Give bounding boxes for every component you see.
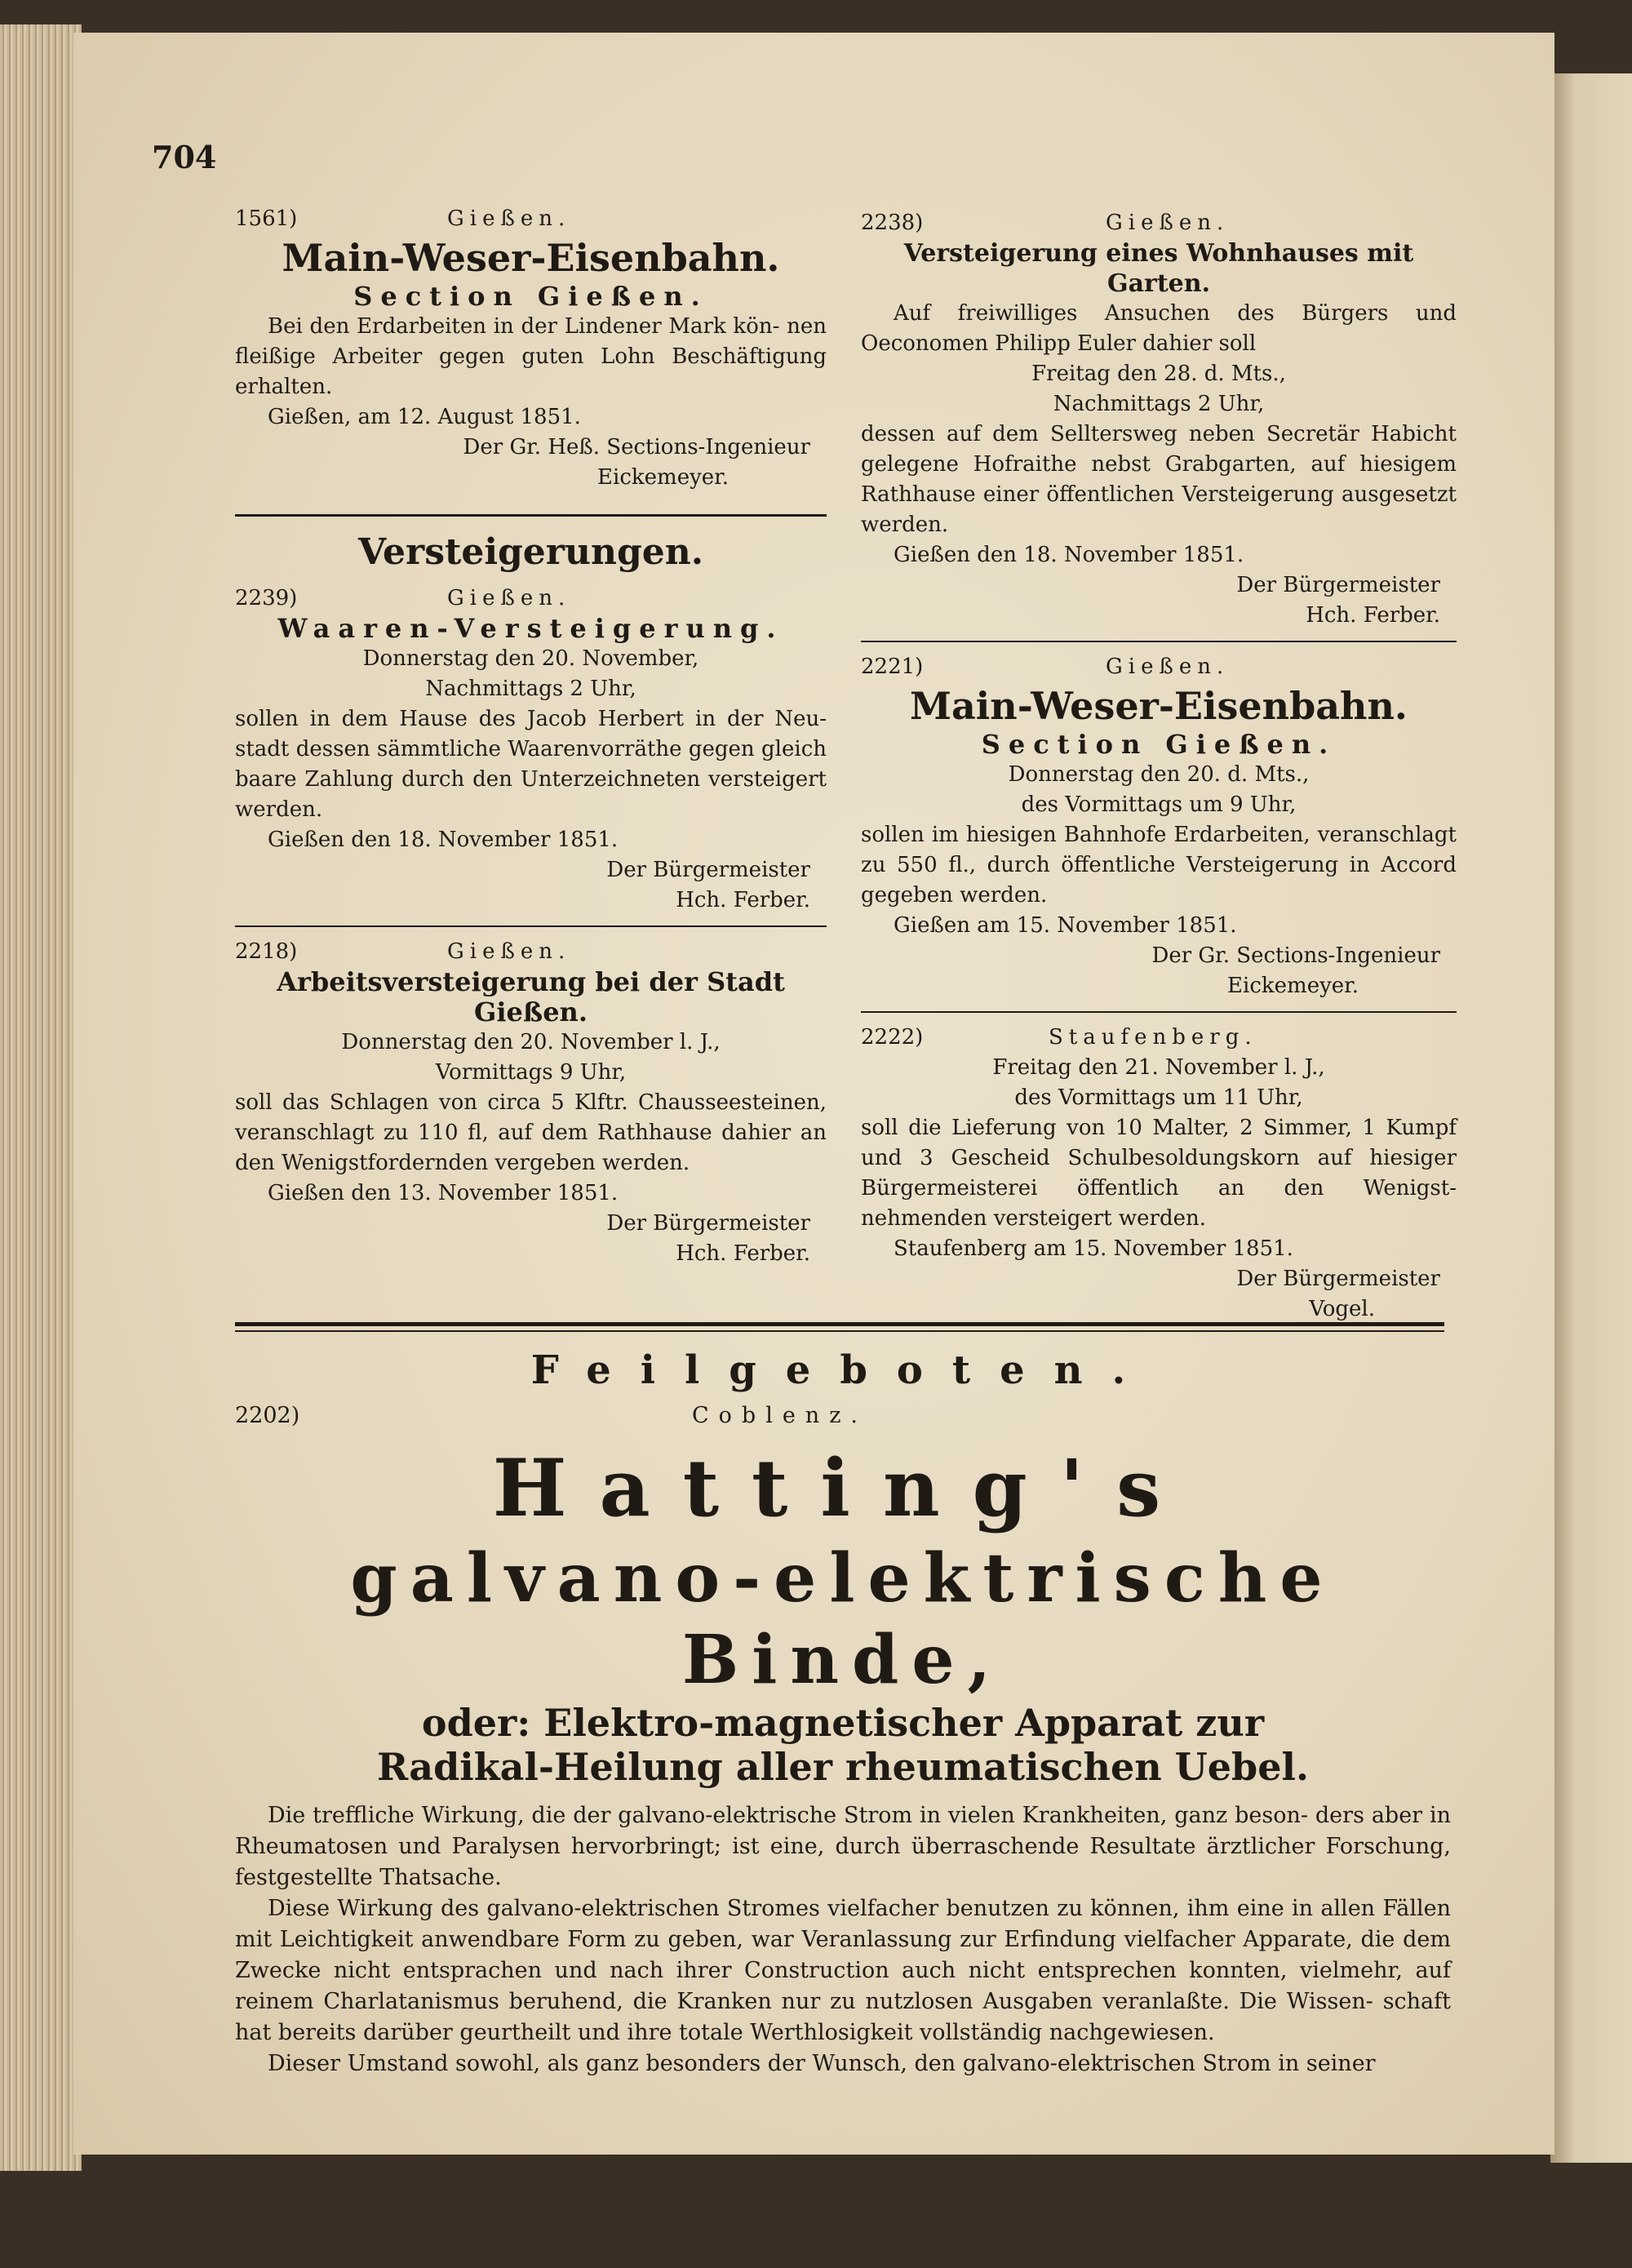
ad-date: Gießen am 15. November 1851. bbox=[894, 913, 1237, 938]
ad-date-line: Donnerstag den 20. November, bbox=[362, 646, 699, 671]
left-column bbox=[235, 204, 827, 1269]
facing-page-edge bbox=[1550, 73, 1632, 2163]
ad-time-line: Vormittags 9 Uhr, bbox=[435, 1060, 627, 1085]
ad-date: Gießen den 13. November 1851. bbox=[268, 1181, 619, 1205]
ad-time-line: Nachmittags 2 Uhr, bbox=[425, 677, 636, 701]
ad-number: 2222) bbox=[861, 1025, 924, 1050]
ad-signature-title: Der Bürgermeister bbox=[1236, 573, 1440, 597]
ad-time-line: des Vormittags um 11 Uhr, bbox=[1014, 1085, 1303, 1110]
ad-signature-title: Der Bürgermeister bbox=[606, 858, 810, 882]
ad-date: Gießen den 18. November 1851. bbox=[268, 828, 619, 852]
ad-time-line: Nachmittags 2 Uhr, bbox=[1053, 392, 1265, 416]
ad-signature-name: Hch. Ferber. bbox=[676, 888, 810, 912]
divider bbox=[235, 925, 827, 927]
ad-date: Gießen, am 12. August 1851. bbox=[268, 405, 581, 429]
full-width-divider-thin bbox=[235, 1330, 1444, 1332]
ad-headline: Hatting's bbox=[492, 1442, 1194, 1534]
ad-title: Main-Weser-Eisenbahn. bbox=[282, 236, 780, 280]
ad-signature-name: Eickemeyer. bbox=[1227, 974, 1359, 998]
ad-number: 2221) bbox=[861, 655, 924, 679]
ad-signature-name: Hch. Ferber. bbox=[1306, 603, 1440, 628]
ad-signature-title: Der Bürgermeister bbox=[1236, 1267, 1440, 1291]
ad-title: Waaren-Versteigerung. bbox=[277, 613, 784, 644]
ad-1561 bbox=[235, 204, 827, 493]
ad-place: Gießen. bbox=[447, 206, 571, 231]
ad-intro: Auf freiwilliges Ansuchen des Bürgers und Oeconomen Philipp Euler dahier soll bbox=[861, 301, 1457, 356]
ad-place: Coblenz. bbox=[692, 1403, 868, 1428]
ad-signature-name: Eickemeyer. bbox=[597, 465, 729, 490]
book-page-edges bbox=[0, 24, 82, 2171]
ad-signature-title: Der Gr. Sections-Ingenieur bbox=[1151, 943, 1440, 968]
ad-place: Gießen. bbox=[1106, 655, 1230, 679]
ad-title: Main-Weser-Eisenbahn. bbox=[910, 684, 1408, 728]
ad-place: Gießen. bbox=[447, 939, 571, 964]
ad-paragraph-3: Dieser Umstand sowohl, als ganz besonders der Wunsch, den galvano-elektrischen Strom in seiner bbox=[268, 2051, 1376, 2076]
divider bbox=[235, 514, 827, 517]
ad-body: dessen auf dem Selltersweg neben Secretär Habicht gelegene Hofraithe nebst Grabgarten, auf hiesigem Rathhause einer öffentlichen Versteigerung ausgesetzt werden. bbox=[861, 422, 1457, 537]
ad-body: sollen im hiesigen Bahnhofe Erdarbeiten, veranschlagt zu 550 fl., durch öffentliche Versteigerung in Accord gegeben werden. bbox=[861, 823, 1457, 908]
page-number: 704 bbox=[152, 139, 217, 175]
bottom-section bbox=[235, 1347, 1451, 2079]
ad-title: Arbeitsversteigerung bei der Stadt Gießen. bbox=[277, 966, 785, 1027]
ad-2222 bbox=[861, 1023, 1457, 1325]
ad-paragraph-1: Die treffliche Wirkung, die der galvano-elektrische Strom in vielen Krankheiten, ganz beson- ders aber in Rheumatosen und Paralysen hervorbringt; ist eine, durch überraschende Resultate ärztlicher Forschung, festgestellte Thatsache. bbox=[235, 1803, 1451, 1890]
ad-number: 2202) bbox=[235, 1403, 300, 1428]
section-title-versteigerungen: Versteigerungen. bbox=[357, 531, 704, 573]
ad-headline-subtitle: oder: Elektro-magnetischer Apparat zur Radikal-Heilung aller rheumatischen Uebel. bbox=[377, 1701, 1309, 1789]
divider bbox=[861, 641, 1457, 642]
ad-number: 2218) bbox=[235, 939, 298, 964]
ad-2239 bbox=[235, 584, 827, 916]
ad-signature-name: Vogel. bbox=[1309, 1297, 1375, 1321]
ad-title: Versteigerung eines Wohnhauses mit Garten. bbox=[903, 239, 1414, 298]
ad-place: Gießen. bbox=[447, 586, 571, 610]
ad-signature-title: Der Gr. Heß. Sections-Ingenieur bbox=[463, 435, 810, 459]
ad-date-line: Freitag den 28. d. Mts., bbox=[1031, 362, 1286, 386]
ad-signature-name: Hch. Ferber. bbox=[676, 1241, 810, 1266]
ad-subtitle: Section Gießen. bbox=[353, 281, 708, 312]
ad-body: soll die Lieferung von 10 Malter, 2 Simmer, 1 Kumpf und 3 Gescheid Schulbesoldungskorn auf hiesiger Bürgermeisterei öffentlich an den Wenigst- nehmenden versteigert werden. bbox=[861, 1116, 1457, 1231]
right-column bbox=[861, 208, 1457, 1325]
full-width-divider bbox=[235, 1322, 1444, 1326]
ad-date: Gießen den 18. November 1851. bbox=[894, 543, 1244, 567]
section-title-feilgeboten: Feilgeboten. bbox=[530, 1347, 1155, 1393]
ad-place: Gießen. bbox=[1106, 211, 1230, 235]
ad-body: Bei den Erdarbeiten in der Lindener Mark kön- nen fleißige Arbeiter gegen guten Lohn Beschäftigung erhalten. bbox=[235, 314, 827, 399]
ad-subtitle: Section Gießen. bbox=[981, 729, 1337, 760]
ad-date: Staufenberg am 15. November 1851. bbox=[894, 1236, 1293, 1261]
ad-number: 2239) bbox=[235, 586, 298, 610]
ad-place: Staufenberg. bbox=[1049, 1025, 1257, 1050]
ad-body: sollen in dem Hause des Jacob Herbert in der Neu- stadt dessen sämmtliche Waarenvorräthe gegen gleich baare Zahlung durch den Unterzeichneten versteigert werden. bbox=[235, 707, 827, 822]
ad-body: soll das Schlagen von circa 5 Klftr. Chausseesteinen, veranschlagt zu 110 fl, auf dem Rathhause dahier an den Wenigstfordernden vergeben werden. bbox=[235, 1090, 827, 1175]
ad-date-line: Donnerstag den 20. d. Mts., bbox=[1008, 762, 1310, 787]
ad-time-line: des Vormittags um 9 Uhr, bbox=[1021, 792, 1297, 817]
ad-2218 bbox=[235, 937, 827, 1269]
ad-signature-title: Der Bürgermeister bbox=[606, 1211, 810, 1236]
ad-date-line: Freitag den 21. November l. J., bbox=[992, 1055, 1325, 1080]
ad-date-line: Donnerstag den 20. November l. J., bbox=[341, 1030, 721, 1054]
ad-headline-product: galvano-elektrische Binde, bbox=[350, 1539, 1336, 1699]
ad-number: 1561) bbox=[235, 206, 298, 231]
divider bbox=[861, 1011, 1457, 1013]
ad-number: 2238) bbox=[861, 211, 924, 235]
ad-2221 bbox=[861, 652, 1457, 1001]
ad-paragraph-2: Diese Wirkung des galvano-elektrischen Stromes vielfacher benutzen zu können, ihm eine in allen Fällen mit Leichtigkeit anwendbare Form zu geben, war Veranlassung zur Erfindung vielfacher Apparate, die dem Zwecke nicht entsprachen und nach ihrer Construction auch nicht entsprechen konnten, vielmehr, auf reinem Charlatanismus beruhend, die Kranken nur zu nutzlosen Ausgaben veranlaßte. Die Wissen- schaft hat bereits darüber geurtheilt und ihre totale Werthlosigkeit vollständig nachgewiesen. bbox=[235, 1896, 1451, 2045]
ad-2238 bbox=[861, 208, 1457, 631]
